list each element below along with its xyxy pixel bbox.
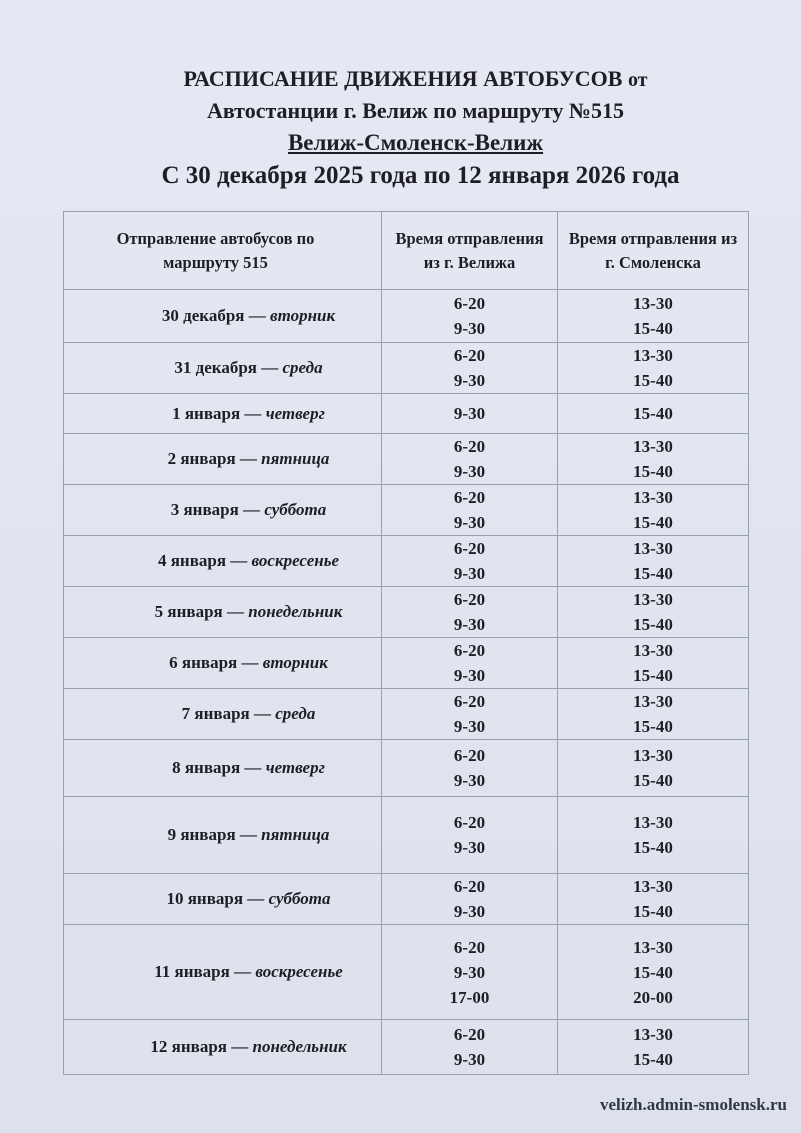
departure-day-cell: [64, 434, 382, 485]
smolensk-time: 13-30: [633, 488, 673, 507]
departure-date: 7 января —: [181, 704, 271, 723]
table-row: [64, 394, 749, 434]
departure-weekday: среда: [275, 704, 316, 723]
departure-weekday: среда: [282, 358, 323, 377]
smolensk-time: 13-30: [633, 877, 673, 896]
table-row: [64, 1020, 749, 1075]
velizh-departure-times: [382, 485, 558, 536]
velizh-departure-times: [382, 394, 558, 434]
departure-weekday: суббота: [268, 889, 331, 908]
table-row: [64, 925, 749, 1020]
velizh-departure-times: [382, 689, 558, 740]
smolensk-time: 13-30: [633, 692, 673, 711]
velizh-time: 6-20: [453, 488, 486, 507]
smolensk-departure-times: [558, 290, 749, 343]
smolensk-time: 20-00: [633, 987, 673, 1007]
schedule-rows: [64, 290, 749, 1075]
smolensk-time: 15-40: [633, 462, 673, 481]
smolensk-time: 15-40: [633, 371, 673, 390]
smolensk-departure-times: [558, 1020, 749, 1075]
velizh-time: 9-30: [453, 319, 486, 338]
smolensk-departure-times: [558, 797, 749, 874]
departure-weekday: пятница: [261, 449, 330, 468]
smolensk-time: 13-30: [633, 346, 673, 365]
table-row: [64, 485, 749, 536]
table-header-row: [64, 212, 749, 290]
departure-date: 6 января —: [169, 653, 259, 672]
departure-day-cell: [64, 343, 382, 394]
smolensk-time: 13-30: [633, 937, 673, 957]
velizh-time: 9-30: [453, 666, 486, 685]
smolensk-time: 15-40: [633, 717, 673, 736]
departure-day-cell: [64, 797, 382, 874]
smolensk-time: 15-40: [633, 902, 673, 921]
departure-weekday: воскресенье: [251, 551, 340, 570]
velizh-time: 9-30: [453, 1050, 486, 1069]
table-row: [64, 343, 749, 394]
velizh-time: 9-30: [453, 513, 486, 532]
velizh-time: 6-20: [453, 641, 486, 660]
smolensk-time: 15-40: [633, 404, 673, 423]
smolensk-departure-times: [558, 925, 749, 1020]
velizh-time: 6-20: [453, 937, 486, 957]
departure-day-cell: [64, 290, 382, 343]
table-row: [64, 689, 749, 740]
table-row: [64, 874, 749, 925]
departure-date: 3 января —: [170, 500, 261, 519]
velizh-time: 6-20: [453, 813, 486, 832]
departure-day-cell: [64, 394, 382, 434]
velizh-departure-times: [382, 290, 558, 343]
departure-weekday: четверг: [265, 403, 325, 423]
departure-date: 5 января —: [154, 602, 244, 621]
smolensk-time: 13-30: [633, 813, 673, 832]
smolensk-time: 13-30: [633, 590, 673, 609]
smolensk-time: 15-40: [633, 838, 673, 857]
heading-line-2: Автостанции г. Велиж по маршруту №515: [206, 98, 625, 123]
table-row: [64, 434, 749, 485]
velizh-departure-times: [382, 925, 558, 1020]
smolensk-time: 15-40: [633, 319, 673, 338]
velizh-time: 17-00: [449, 987, 490, 1007]
velizh-departure-times: [382, 587, 558, 638]
velizh-departure-times: [382, 638, 558, 689]
departure-date: 1 января —: [172, 403, 262, 423]
departure-weekday: воскресенье: [255, 962, 343, 981]
departure-date: 12 января —: [150, 1037, 249, 1056]
velizh-time: 9-30: [453, 717, 486, 736]
velizh-time: 6-20: [453, 746, 486, 765]
smolensk-time: 15-40: [633, 666, 673, 685]
column-header-velizh: Время отправления из г. Велижа: [382, 212, 558, 290]
velizh-time: 9-30: [453, 615, 486, 634]
table-row: [64, 740, 749, 797]
velizh-departure-times: [382, 343, 558, 394]
departure-date: 11 января —: [154, 962, 252, 981]
smolensk-time: 13-30: [633, 746, 673, 765]
smolensk-departure-times: [558, 874, 749, 925]
velizh-time: 6-20: [453, 692, 486, 711]
departure-date: 4 января —: [157, 551, 248, 570]
velizh-time: 9-30: [453, 404, 486, 423]
velizh-time: 9-30: [453, 462, 486, 481]
velizh-departure-times: [382, 740, 558, 797]
velizh-departure-times: [382, 874, 558, 925]
heading-line-1: [0, 64, 801, 95]
velizh-time: 9-30: [453, 838, 486, 857]
smolensk-departure-times: [558, 434, 749, 485]
smolensk-time: 13-30: [633, 437, 673, 456]
departure-date: 8 января —: [172, 758, 262, 777]
heading-title-tail: от: [627, 69, 648, 91]
smolensk-time: 15-40: [633, 1050, 673, 1069]
velizh-time: 9-30: [453, 962, 486, 982]
document-heading: [0, 64, 801, 193]
departure-date: 9 января —: [167, 825, 257, 844]
departure-day-cell: [64, 638, 382, 689]
route-name: Велиж-Смоленск-Велиж: [287, 130, 544, 155]
velizh-time: 6-20: [453, 539, 486, 558]
departure-day-cell: [64, 587, 382, 638]
smolensk-departure-times: [558, 394, 749, 434]
smolensk-time: 13-30: [633, 1025, 673, 1044]
table-row: [64, 797, 749, 874]
departure-date: 30 декабря —: [161, 306, 266, 325]
velizh-time: 6-20: [453, 1025, 486, 1044]
velizh-time: 9-30: [453, 564, 486, 583]
departure-day-cell: [64, 536, 382, 587]
departure-date: 10 января —: [166, 889, 265, 908]
column-header-date: Отправление автобусов по маршруту 515: [64, 212, 382, 290]
smolensk-time: 15-40: [633, 962, 673, 982]
departure-day-cell: [64, 689, 382, 740]
smolensk-time: 15-40: [633, 615, 673, 634]
departure-date: 31 декабря —: [174, 358, 279, 377]
velizh-time: 9-30: [453, 771, 486, 790]
smolensk-departure-times: [558, 343, 749, 394]
smolensk-departure-times: [558, 485, 749, 536]
velizh-time: 6-20: [453, 437, 486, 456]
velizh-departure-times: [382, 536, 558, 587]
table-row: [64, 587, 749, 638]
smolensk-time: 15-40: [633, 564, 673, 583]
velizh-time: 9-30: [453, 371, 486, 390]
smolensk-departure-times: [558, 740, 749, 797]
velizh-time: 6-20: [453, 346, 486, 365]
smolensk-departure-times: [558, 638, 749, 689]
departure-weekday: вторник: [262, 653, 328, 672]
smolensk-departure-times: [558, 689, 749, 740]
departure-weekday: понедельник: [252, 1037, 347, 1056]
smolensk-time: 13-30: [633, 294, 673, 313]
velizh-time: 6-20: [453, 590, 486, 609]
table-row: [64, 290, 749, 343]
table-row: [64, 536, 749, 587]
table-row: [64, 638, 749, 689]
departure-weekday: суббота: [264, 500, 327, 519]
departure-weekday: понедельник: [248, 602, 343, 621]
velizh-departure-times: [382, 434, 558, 485]
departure-day-cell: [64, 740, 382, 797]
departure-day-cell: [64, 874, 382, 925]
velizh-departure-times: [382, 1020, 558, 1075]
velizh-departure-times: [382, 797, 558, 874]
smolensk-time: 13-30: [633, 641, 673, 660]
smolensk-departure-times: [558, 587, 749, 638]
smolensk-time: 15-40: [633, 513, 673, 532]
departure-day-cell: [64, 1020, 382, 1075]
smolensk-time: 13-30: [633, 539, 673, 558]
source-url: velizh.admin-smolensk.ru: [599, 1095, 787, 1114]
velizh-time: 9-30: [453, 902, 486, 921]
schedule-period: С 30 декабря 2025 года по 12 января 2026 года: [161, 162, 680, 189]
smolensk-time: 15-40: [633, 771, 673, 790]
smolensk-departure-times: [558, 536, 749, 587]
departure-date: 2 января —: [167, 449, 257, 468]
heading-title: РАСПИСАНИЕ ДВИЖЕНИЯ АВТОБУСОВ: [183, 66, 623, 91]
departure-weekday: четверг: [265, 758, 325, 777]
schedule-table: [63, 211, 749, 1075]
departure-day-cell: [64, 925, 382, 1020]
velizh-time: 6-20: [453, 294, 486, 313]
velizh-time: 6-20: [453, 877, 486, 896]
departure-day-cell: [64, 485, 382, 536]
column-header-smolensk: Время отправления из г. Смоленска: [558, 212, 749, 290]
departure-weekday: вторник: [269, 306, 336, 325]
departure-weekday: пятница: [261, 825, 330, 844]
